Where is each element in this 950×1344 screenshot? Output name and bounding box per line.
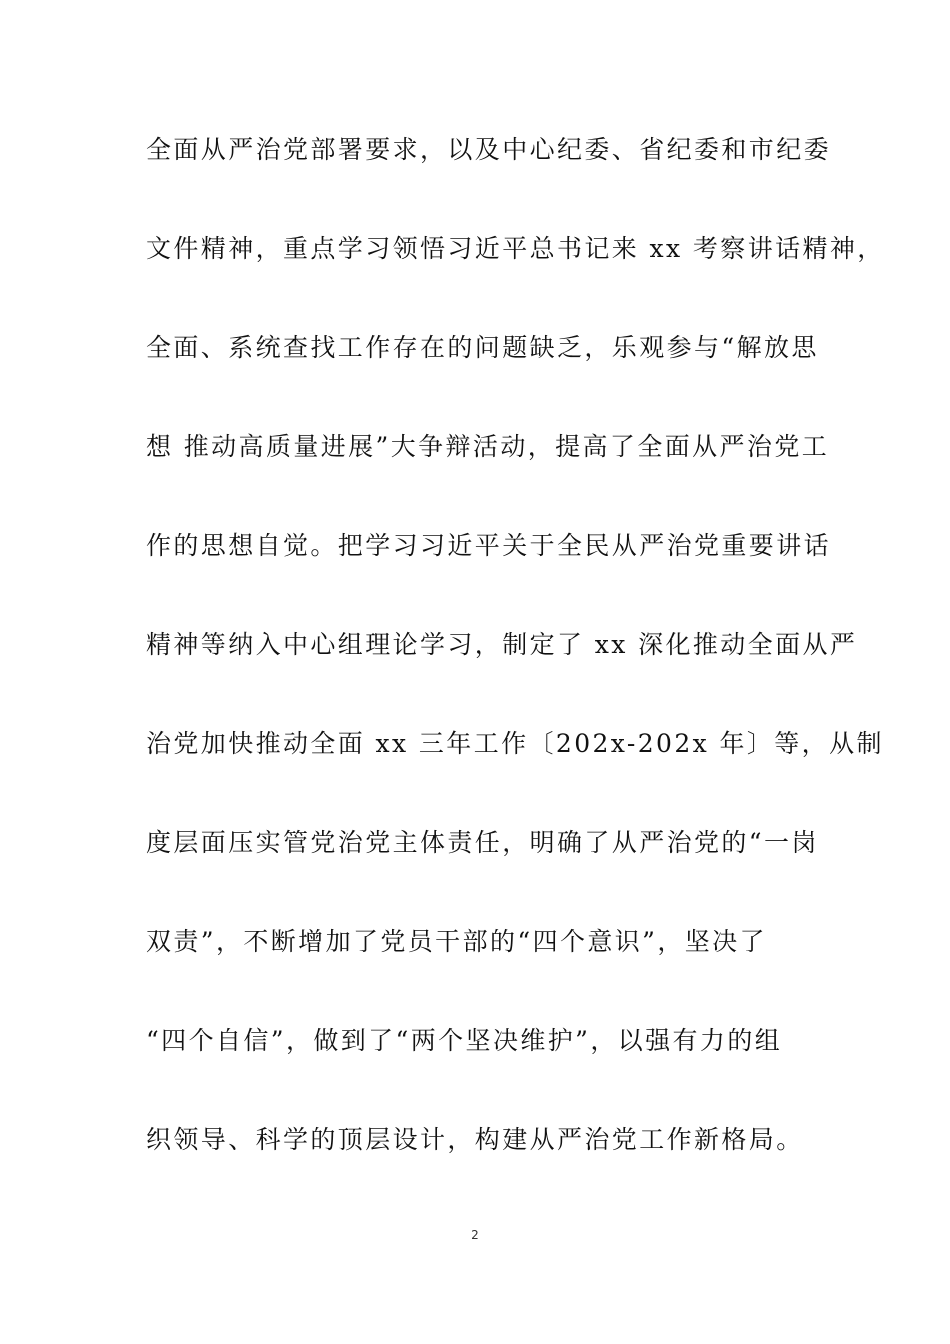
text-line: 治党加快推动全面 xx 三年工作〔202x-202x 年〕等，从制 — [146, 729, 884, 758]
body-paragraph — [146, 122, 885, 1211]
text-line: 双责”，不断增加了党员干部的“四个意识”，坚决了 — [146, 927, 767, 956]
text-line: 织领导、科学的顶层设计，构建从严治党工作新格局。 — [146, 1125, 804, 1154]
text-line: 全面从严治党部署要求，以及中心纪委、省纪委和市纪委 — [146, 135, 832, 164]
text-line: 想 推动高质量进展”大争辩活动，提高了全面从严治党工 — [146, 432, 830, 461]
text-line: 度层面压实管党治党主体责任，明确了从严治党的“一岗 — [146, 828, 819, 857]
text-line: “四个自信”，做到了“两个坚决维护”，以强有力的组 — [146, 1026, 783, 1055]
page-number: 2 — [471, 1228, 479, 1242]
text-line: 全面、系统查找工作存在的问题缺乏，乐观参与“解放思 — [146, 333, 819, 362]
text-line: 精神等纳入中心组理论学习，制定了 xx 深化推动全面从严 — [146, 630, 858, 659]
text-line: 文件精神，重点学习领悟习近平总书记来 xx 考察讲话精神， — [146, 234, 885, 263]
text-line: 作的思想自觉。把学习习近平关于全民从严治党重要讲话 — [146, 531, 832, 560]
